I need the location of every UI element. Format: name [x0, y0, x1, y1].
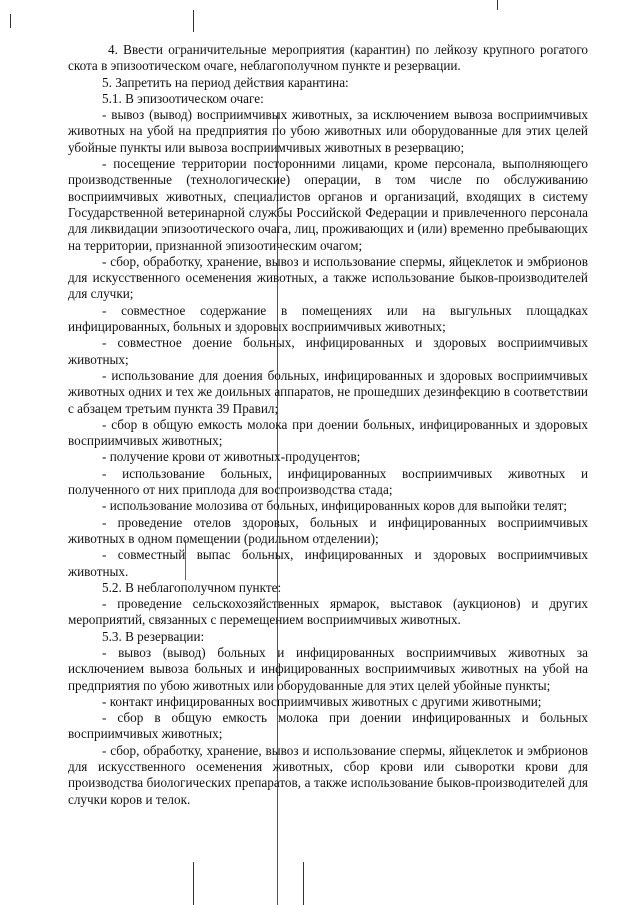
scan-artifact-line	[193, 862, 194, 905]
scan-artifact-line	[497, 0, 498, 10]
paragraph-bullet: - вывоз (вывод) восприимчивых животных, за исключением вывоза восприимчивых животных на убой на предприятия по убою животных или оборудованные для этих целей убойные пункты или вывоза восприимчивых животных в резервацию;	[68, 107, 588, 155]
paragraph-item-5: 5. Запретить на период действия карантина:	[102, 74, 349, 90]
paragraph-bullet: - сбор в общую емкость молока при доении больных, инфицированных и здоровых восприимчивых животных;	[68, 416, 588, 449]
paragraph-bullet: - использование больных, инфицированных восприимчивых животных и полученного от них приплода для воспроизводства стада;	[68, 465, 588, 498]
paragraph-bullet: - совместное доение больных, инфицированных и здоровых восприимчивых животных;	[68, 335, 588, 367]
paragraph-bullet: - получение крови от животных-продуцентов;	[102, 449, 361, 465]
paragraph-bullet: - сбор, обработку, хранение, вывоз и использование спермы, яйцеклеток и эмбрионов для искусственного осеменения животных, сбор крови или сыворотки крови для производства биологических препаратов, а также использование быков-производителей для случки коров и телок.	[68, 742, 588, 807]
scan-artifact-line	[303, 862, 304, 905]
paragraph-bullet: - проведение отелов здоровых, больных и инфицированных восприимчивых животных в одном помещении (родильном отделении);	[68, 514, 588, 546]
paragraph-bullet: - сбор в общую емкость молока при доении инфицированных и больных восприимчивых животных;	[68, 710, 588, 742]
paragraph-bullet: - совместный выпас больных, инфицированных и здоровых восприимчивых животных.	[68, 547, 588, 579]
subheading-5-2: 5.2. В неблагополучном пункте:	[102, 579, 282, 595]
document-body	[68, 42, 588, 808]
paragraph-bullet: - контакт инфицированных восприимчивых животных с другими животными;	[102, 693, 542, 709]
paragraph-item-4: 4. Ввести ограничительные мероприятия (карантин) по лейкозу крупного рогатого скота в эпизоотическом очаге, неблагополучном пункте и резервации.	[68, 42, 588, 74]
subheading-5-3: 5.3. В резервации:	[102, 628, 205, 644]
paragraph-bullet: - сбор, обработку, хранение, вывоз и использование спермы, яйцеклеток и эмбрионов для искусственного осеменения животных, а также использование быков-производителей для случки;	[68, 253, 588, 302]
paragraph-bullet: - использование молозива от больных, инфицированных коров для выпойки телят;	[102, 498, 568, 514]
paragraph-bullet: - вывоз (вывод) больных и инфицированных восприимчивых животных за исключением вывоза больных и инфицированных восприимчивых животных на убой на предприятия по убою животных или оборудованные для этих целей убойные пункты;	[68, 644, 588, 693]
paragraph-bullet: - посещение территории посторонними лицами, кроме персонала, выполняющего производственные (технологические) операции, в том числе по обслуживанию восприимчивых животных, специалистов органов и организаций, входящих в систему Государственной ветеринарной службы Российской Федерации и привлеченного персонала для ликвидации эпизоотического очага, лиц, проживающих и (или) временно пребывающих на территории, признанной эпизоотическим очагом;	[68, 156, 588, 253]
paragraph-bullet: - проведение сельскохозяйственных ярмарок, выставок (аукционов) и других мероприятий, связанных с перемещением восприимчивых животных.	[68, 596, 588, 628]
scan-artifact-line	[10, 14, 11, 28]
paragraph-bullet: - использование для доения больных, инфицированных и здоровых восприимчивых животных одних и тех же доильных аппаратов, не прошедших дезинфекцию в соответствии с абзацем третьим пункта 39 Правил;	[68, 367, 588, 416]
subheading-5-1: 5.1. В эпизоотическом очаге:	[102, 90, 264, 106]
scan-artifact-line	[193, 10, 194, 32]
paragraph-bullet: - совместное содержание в помещениях или на выгульных площадках инфицированных, больных и здоровых восприимчивых животных;	[68, 302, 588, 335]
